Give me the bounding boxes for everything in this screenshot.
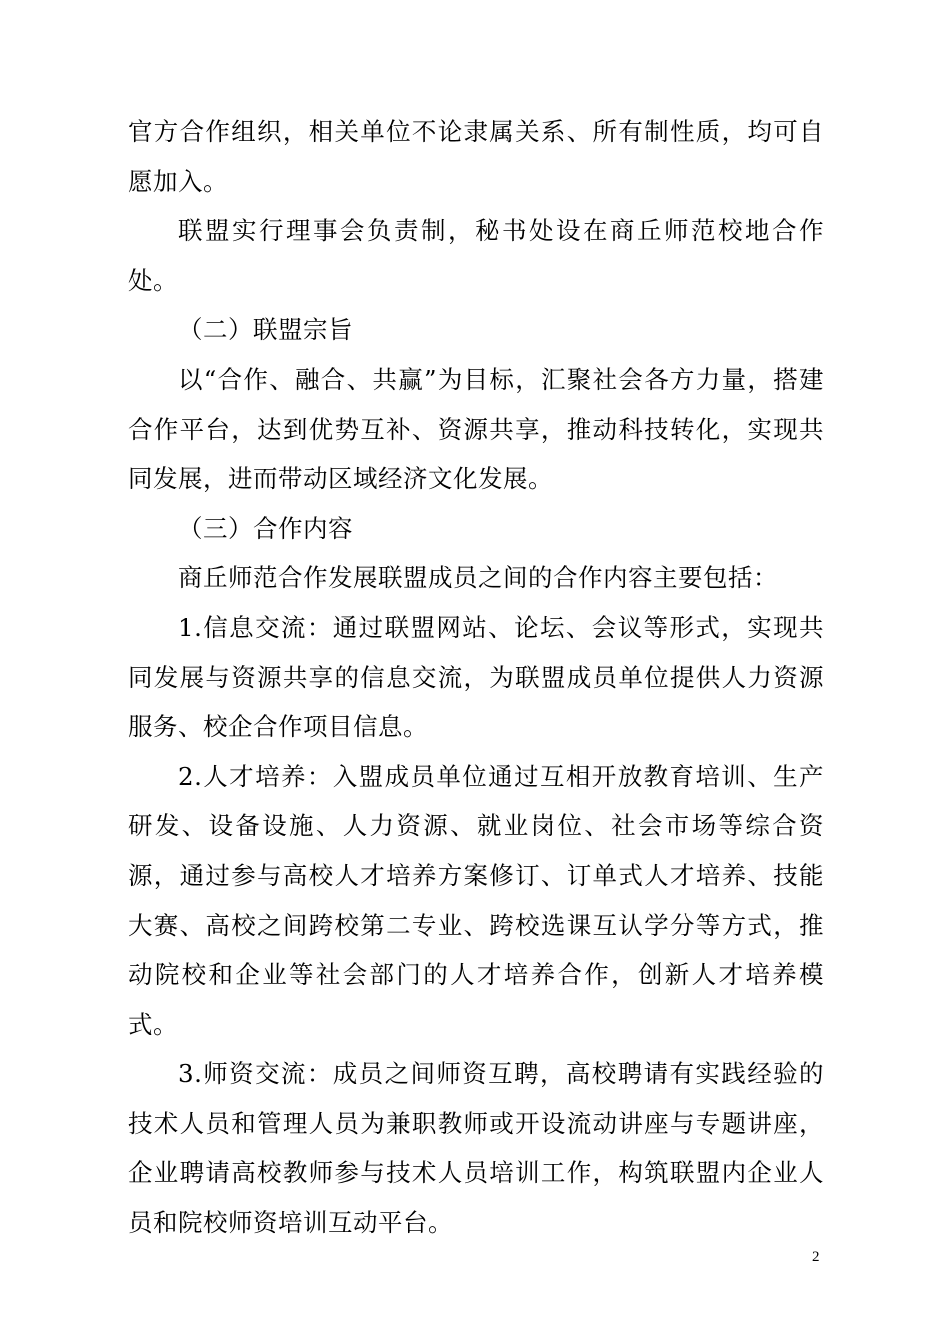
section-heading-purpose: （二）联盟宗旨	[178, 315, 353, 345]
section-heading-content: （三）合作内容	[178, 513, 353, 543]
paragraph-continuation: 官方合作组织，相关单位不论隶属关系、所有制性质，均可自愿加入。	[128, 117, 824, 196]
paragraph-faculty-exchange: 3.师资交流：成员之间师资互聘，高校聘请有实践经验的技术人员和管理人员为兼职教师或开设流动讲座与专题讲座，企业聘请高校教师参与技术人员培训工作，构筑联盟内企业人员和院校师资培训互动平台。	[128, 1059, 824, 1238]
page-number: 2	[812, 1249, 820, 1265]
paragraph-purpose: 以“合作、融合、共赢”为目标，汇聚社会各方力量，搭建合作平台，达到优势互补、资源共享，推动科技转化，实现共同发展，进而带动区域经济文化发展。	[128, 364, 824, 494]
paragraph-council-system: 联盟实行理事会负责制，秘书处设在商丘师范校地合作处。	[128, 216, 824, 295]
paragraph-content-intro: 商丘师范合作发展联盟成员之间的合作内容主要包括：	[178, 563, 778, 593]
paragraph-talent-training: 2.人才培养：入盟成员单位通过互相开放教育培训、生产研发、设备设施、人力资源、就业岗位、社会市场等综合资源，通过参与高校人才培养方案修订、订单式人才培养、技能大赛、高校之间跨校第二专业、跨校选课互认学分等方式，推动院校和企业等社会部门的人才培养合作，创新人才培养模式。	[128, 761, 824, 1039]
paragraph-info-exchange: 1.信息交流：通过联盟网站、论坛、会议等形式，实现共同发展与资源共享的信息交流，为联盟成员单位提供人力资源服务、校企合作项目信息。	[128, 612, 824, 742]
document-page	[128, 107, 824, 1248]
